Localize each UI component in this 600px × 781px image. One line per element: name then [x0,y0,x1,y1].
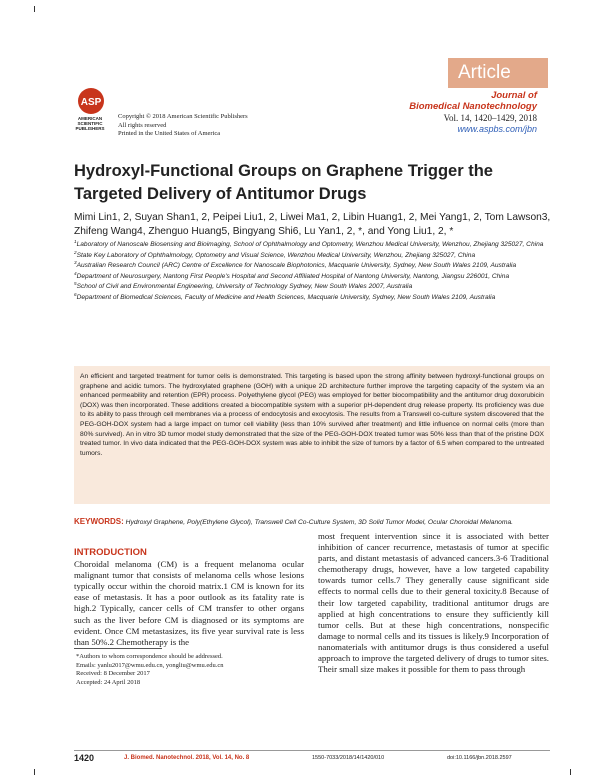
publisher-logo-text [70,116,110,131]
affiliation-item: $^4$Department of Neurosurgery, Nantong First People's Hospital and Second Affiliated Hospital of Nantong University, Nantong, Jiangsu 226001, China [74,270,510,280]
affiliation-item: $^3$Australian Research Council (ARC) Centre of Excellence for Nanoscale Biophotonics, Macquarie University, Sydney, New South Wales 2109, Australia [74,259,517,269]
abstract: An efficient and targeted treatment for tumor cells is demonstrated. This targeting is based upon the strong affinity between hydroxyl-functional groups on graphene and acidic tumors. The hydroxylated graphene (GOH) with a unique 2D architecture further improve the targeting capacity of the system via an enhanced permeability and retention (EPR) process. Polyethylene glycol (PEG) was employed for better biocompatibility and the antitumor drug doxorubicin (DOX) was then incorporated. These additions created a biocompatible system with a superior pH-dependent drug release property. Its proficiency was due to its ability to pass through cell membranes via a process of endocytosis and exocytosis. The results from a Transwell co-culture system discovered that the PEG-GOH-DOX system had a large impact on tumor cell viability (less than 10% survived after treatment) and little influence on normal cells (more than 80% survived). An in vitro 3D tumor model study demonstrated that the size of the PEG-GOH-DOX treated tumor was 50% less than that of the pristine DOX treated tumor. In vivo data indicated that the PEG-GOH-DOX system was able to inhibit the size of tumors by a factor of 6.5 when compared to the untreated tumors. [74,366,550,504]
logo-line1: AMERICAN [77,116,103,121]
footnote-divider [74,648,162,649]
keywords-label: KEYWORDS: [74,517,124,526]
paper-title: Hydroxyl-Functional Groups on Graphene Trigger the Targeted Delivery of Antitumor Drugs [74,162,493,203]
crop-mark [570,769,571,775]
keywords-text: Hydroxyl Graphene, Poly(Ethylene Glycol), Transwell Cell Co-Culture System, 3D Solid Tumor Model, Ocular Choroidal Melanoma. [125,519,514,526]
footnote-accepted: Accepted: 24 April 2018 [76,678,141,686]
affiliations [74,240,554,303]
affiliation-number: 5 [74,280,77,286]
journal-url-link[interactable]: www.aspbs.com/jbn [457,124,537,134]
affiliation-item: $^6$Department of Biomedical Sciences, Faculty of Medicine and Health Sciences, Macquarie University, Sydney, New South Wales 2109, Australia [74,291,496,301]
footnotes [74,653,304,687]
affiliation-number: 1 [74,238,77,244]
copyright-line1: Copyright © 2018 American Scientific Publishers [118,113,248,120]
logo-initials: ASP [80,97,102,108]
logo-line2: SCIENTIFIC [77,121,103,126]
footnote-correspondence: *Authors to whom correspondence should be addressed. [76,653,223,660]
journal-name-line1: Journal of [491,90,537,101]
intro-paragraph-right: most frequent intervention since it is associated with better inhibition of cancer recurrence, metastasis of tumor at specific parts, and distant metastasis of advanced cancers.3-6 Traditional chemotherapy drugs, however, have a low targeted capability towards tumor cells.7 They generally cause significant side effects to normal cells due to their general toxicity.8 Because of their low targeted capability, traditional antitumor drugs are applied at high concentrations to ensure they sufficiently kill tumor cells. But at these high concentrations, nonspecific damage to normal cells and its tissues is likely.9 Incorporation of nanomaterials with antitumor drugs is thus considered a useful approach to improve the targeted delivery of drugs to tumor sites. Their small size makes it possible for them to pass through [318,531,549,675]
logo-line3: PUBLISHERS [75,126,105,131]
affiliation-number: 4 [74,270,77,276]
footer-journal: J. Biomed. Nanotechnol. 2018, Vol. 14, No. 8 [124,755,250,761]
affiliation-number: 2 [74,249,77,255]
copyright-notice [118,113,248,139]
affiliation-item: $^2$State Key Laboratory of Ophthalmology, Optometry and Visual Science, Wenzhou Medical University, Wenzhou, Zhejiang 325027, China [74,249,476,259]
journal-volume: Vol. 14, 1420–1429, 2018 [443,113,537,123]
copyright-line3: Printed in the United States of America [118,130,221,137]
footer-doi: doi:10.1166/jbn.2018.2597 [447,755,512,761]
intro-heading: INTRODUCTION [74,547,147,558]
author-list: Mimi Lin1, 2, Suyan Shan1, 2, Peipei Liu1, 2, Liwei Ma1, 2, Libin Huang1, 2, Mei Yang1, 2, Tom Lawson3, Zhifeng Wang4, Zhenguo Huang5, Bingyang Shi6, Lu Yan1, 2, *, and Yong Liu1, 2, * [74,212,551,237]
footnote-emails: Emails: yanlu2017@wmu.edu.cn, yongliu@wmu.edu.cn [76,661,224,669]
crop-mark [34,6,35,12]
affiliation-number: 3 [74,259,77,265]
crop-mark [34,769,35,775]
journal-header [409,90,537,135]
affiliation-number: 6 [74,291,77,297]
article-label: Article [448,58,548,88]
keywords [74,517,550,528]
copyright-line2: All rights reserved [118,121,167,129]
page-number: 1420 [74,753,95,763]
body-column-left [74,547,304,648]
affiliation-item: $^5$School of Civil and Environmental Engineering, University of Technology Sydney, New South Wales 2007, Australia [74,280,413,290]
body-column-right [318,531,549,675]
intro-paragraph-left: Choroidal melanoma (CM) is a frequent melanoma ocular malignant tumor that consists of melanoma cells whose lesions typically occur within the choroid matrix.1 CM is known for its ease of metastasis. It has a poor outlook as its fatality rate is high.2 Typically, cancer cells of CM transfer to other organs such as the liver before CM is diagnosed or its symptoms are evident. Once CM metastasizes, its five year survival rate is less than 50%.2 Chemotherapy is the [74,559,304,647]
affiliation-item: $^1$Laboratory of Nanoscale Biosensing and Bioimaging, School of Ophthalmology and Optometry, Wenzhou Medical University, Wenzhou, Zhejiang 325027, China [74,238,544,248]
journal-name-line2: Biomedical Nanotechnology [409,101,537,112]
footer-issn: 1550-7033/2018/14/1420/010 [312,755,385,761]
footer-divider [74,750,550,751]
footnote-received: Received: 8 December 2017 [76,670,150,678]
